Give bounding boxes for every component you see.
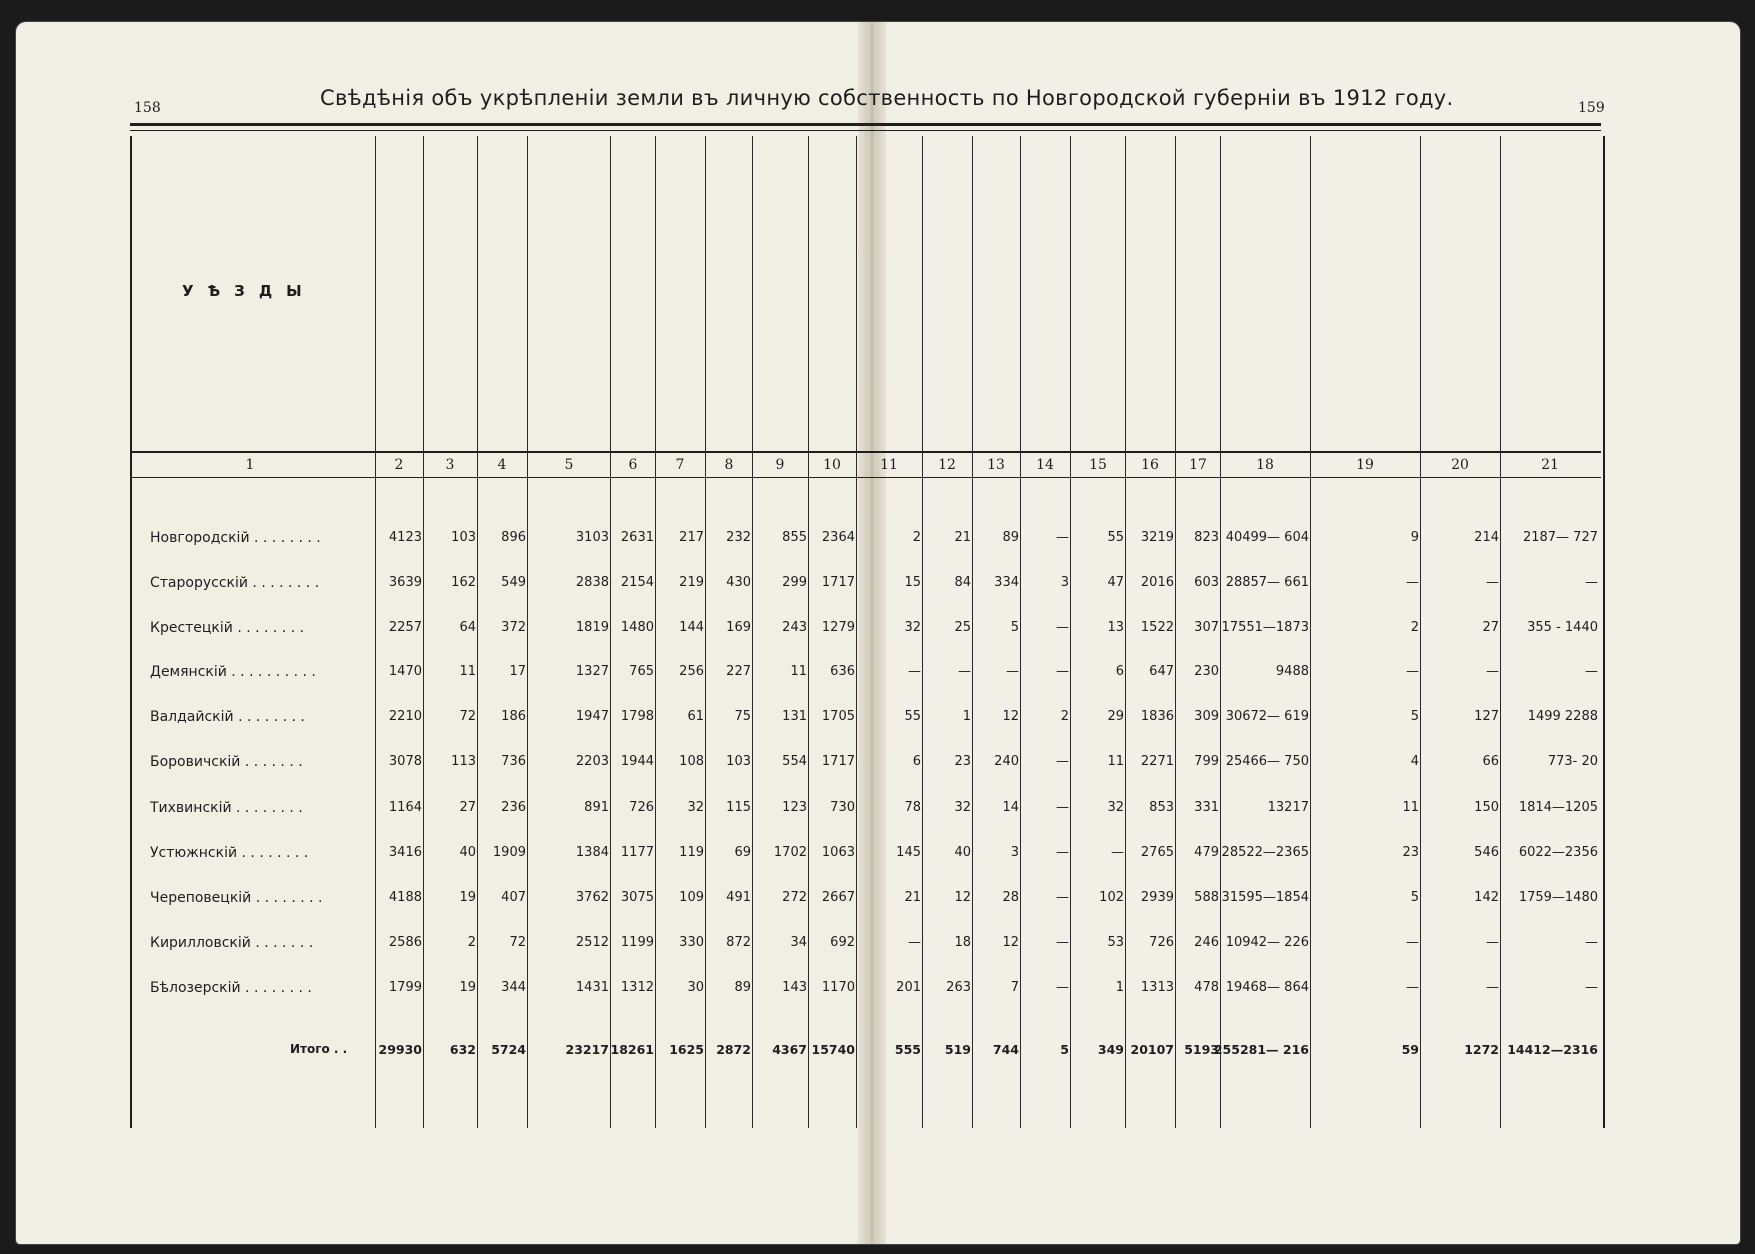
table-cell: 28 bbox=[1002, 890, 1019, 905]
table-cell: — bbox=[1585, 980, 1598, 995]
table-cell: 1177 bbox=[620, 845, 654, 860]
table-cell: 89 bbox=[1002, 530, 1019, 545]
table-cell: 3078 bbox=[388, 754, 422, 769]
table-cell: 89 bbox=[734, 980, 751, 995]
table-cell: — bbox=[1406, 664, 1419, 679]
table-cell: 255281— 216 bbox=[1213, 1042, 1309, 1057]
table-cell: — bbox=[1056, 935, 1069, 950]
table-cell: — bbox=[1585, 575, 1598, 590]
table-cell: 214 bbox=[1474, 530, 1499, 545]
table-cell: 11 bbox=[459, 664, 476, 679]
table-cell: 1947 bbox=[575, 709, 609, 724]
column-number: 2 bbox=[394, 457, 404, 473]
table-cell: — bbox=[958, 664, 971, 679]
table-cell: 1279 bbox=[821, 620, 855, 635]
table-cell: 1 bbox=[962, 709, 971, 724]
table-cell: 1431 bbox=[575, 980, 609, 995]
table-cell: 549 bbox=[501, 575, 526, 590]
table-cell: 103 bbox=[726, 754, 751, 769]
table-cell: 12 bbox=[1002, 935, 1019, 950]
table-cell: 5 bbox=[1410, 709, 1419, 724]
table-cell: — bbox=[1056, 754, 1069, 769]
table-cell: — bbox=[1585, 664, 1598, 679]
table-cell: 5 bbox=[1410, 890, 1419, 905]
table-cell: 2271 bbox=[1140, 754, 1174, 769]
table-cell: 143 bbox=[782, 980, 807, 995]
table-cell: 9488 bbox=[1275, 664, 1309, 679]
district-name: Старорусскій . . . . . . . . bbox=[150, 575, 320, 591]
table-cell: 647 bbox=[1149, 664, 1174, 679]
table-cell: 5193 bbox=[1184, 1042, 1219, 1057]
table-cell: — bbox=[1056, 800, 1069, 815]
table-cell: 6022—2356 bbox=[1518, 845, 1598, 860]
district-name: Крестецкій . . . . . . . . bbox=[150, 620, 305, 636]
table-cell: 123 bbox=[782, 800, 807, 815]
table-cell: 18 bbox=[954, 935, 971, 950]
table-cell: 355 - 1440 bbox=[1527, 620, 1598, 635]
table-cell: 3639 bbox=[388, 575, 422, 590]
table-cell: 64 bbox=[459, 620, 476, 635]
table-cell: 2512 bbox=[575, 935, 609, 950]
table-cell: 744 bbox=[992, 1042, 1019, 1057]
table-cell: 217 bbox=[679, 530, 704, 545]
column-number: 20 bbox=[1451, 457, 1469, 473]
table-cell: 2203 bbox=[575, 754, 609, 769]
table-cell: — bbox=[1056, 530, 1069, 545]
table-cell: 14412—2316 bbox=[1507, 1042, 1598, 1057]
table-cell: 113 bbox=[451, 754, 476, 769]
table-cell: 1717 bbox=[821, 575, 855, 590]
column-number: 12 bbox=[938, 457, 956, 473]
table-cell: 32 bbox=[904, 620, 921, 635]
table-cell: 27 bbox=[1482, 620, 1499, 635]
column-number: 3 bbox=[445, 457, 455, 473]
table-cell: 31595—1854 bbox=[1221, 890, 1309, 905]
table-row bbox=[0, 754, 1755, 778]
table-cell: 2939 bbox=[1140, 890, 1174, 905]
table-cell: 1909 bbox=[492, 845, 526, 860]
table-cell: 334 bbox=[994, 575, 1019, 590]
table-cell: 131 bbox=[782, 709, 807, 724]
district-name: Демянскій . . . . . . . . . . bbox=[150, 664, 316, 680]
table-cell: 15740 bbox=[811, 1042, 855, 1057]
table-cell: 102 bbox=[1099, 890, 1124, 905]
table-cell: 103 bbox=[451, 530, 476, 545]
table-cell: 730 bbox=[830, 800, 855, 815]
table-cell: 109 bbox=[679, 890, 704, 905]
page-title: Свѣдѣнія объ укрѣпленіи земли въ личную собственность по Новгородской губерніи въ 1912 году. bbox=[320, 86, 1454, 110]
table-cell: 162 bbox=[451, 575, 476, 590]
table-cell: 692 bbox=[830, 935, 855, 950]
table-cell: 11 bbox=[790, 664, 807, 679]
table-cell: 1063 bbox=[821, 845, 855, 860]
table-cell: — bbox=[908, 664, 921, 679]
column-number: 14 bbox=[1036, 457, 1054, 473]
table-cell: 1272 bbox=[1464, 1042, 1499, 1057]
table-cell: 142 bbox=[1474, 890, 1499, 905]
table-cell: 32 bbox=[687, 800, 704, 815]
table-cell: 4188 bbox=[388, 890, 422, 905]
table-cell: 53 bbox=[1107, 935, 1124, 950]
table-cell: 5 bbox=[1060, 1042, 1069, 1057]
table-cell: — bbox=[1111, 845, 1124, 860]
table-cell: 1625 bbox=[669, 1042, 704, 1057]
column-number: 17 bbox=[1189, 457, 1207, 473]
table-cell: 2364 bbox=[821, 530, 855, 545]
table-cell: 40499— 604 bbox=[1225, 530, 1309, 545]
table-cell: 1313 bbox=[1140, 980, 1174, 995]
table-cell: — bbox=[1056, 620, 1069, 635]
table-cell: 47 bbox=[1107, 575, 1124, 590]
table-cell: 2631 bbox=[620, 530, 654, 545]
district-name: Череповецкій . . . . . . . . bbox=[150, 890, 323, 906]
column-number: 1 bbox=[245, 457, 255, 473]
table-row bbox=[0, 709, 1755, 733]
table-cell: 115 bbox=[726, 800, 751, 815]
table-cell: 1799 bbox=[388, 980, 422, 995]
table-cell: 40 bbox=[459, 845, 476, 860]
table-cell: 186 bbox=[501, 709, 526, 724]
table-cell: 5724 bbox=[491, 1042, 526, 1057]
table-cell: 3 bbox=[1010, 845, 1019, 860]
table-cell: 25466— 750 bbox=[1225, 754, 1309, 769]
table-cell: 330 bbox=[679, 935, 704, 950]
table-cell: 21 bbox=[954, 530, 971, 545]
table-cell: 243 bbox=[782, 620, 807, 635]
column-number: 21 bbox=[1541, 457, 1559, 473]
table-cell: 331 bbox=[1194, 800, 1219, 815]
table-cell: 765 bbox=[629, 664, 654, 679]
table-cell: 2 bbox=[912, 530, 921, 545]
table-cell: 12 bbox=[1002, 709, 1019, 724]
table-row bbox=[0, 620, 1755, 644]
table-cell: 40 bbox=[954, 845, 971, 860]
table-cell: 491 bbox=[726, 890, 751, 905]
table-cell: 307 bbox=[1194, 620, 1219, 635]
table-cell: — bbox=[1486, 980, 1499, 995]
table-cell: 25 bbox=[954, 620, 971, 635]
table-cell: 34 bbox=[790, 935, 807, 950]
table-cell: 19 bbox=[459, 980, 476, 995]
table-cell: 344 bbox=[501, 980, 526, 995]
table-cell: 14 bbox=[1002, 800, 1019, 815]
title-rule bbox=[130, 123, 1601, 126]
table-cell: 1384 bbox=[575, 845, 609, 860]
table-cell: — bbox=[1585, 935, 1598, 950]
table-cell: 1312 bbox=[620, 980, 654, 995]
table-cell: 23 bbox=[1402, 845, 1419, 860]
title-rule-thin bbox=[130, 130, 1601, 131]
table-cell: 13217 bbox=[1267, 800, 1309, 815]
table-cell: 478 bbox=[1194, 980, 1219, 995]
table-cell: 855 bbox=[782, 530, 807, 545]
table-row bbox=[0, 980, 1755, 1004]
column-number: 18 bbox=[1256, 457, 1274, 473]
table-cell: 1499 2288 bbox=[1527, 709, 1598, 724]
table-cell: 2210 bbox=[388, 709, 422, 724]
table-cell: 232 bbox=[726, 530, 751, 545]
table-cell: 61 bbox=[687, 709, 704, 724]
column-number: 4 bbox=[497, 457, 507, 473]
table-cell: 4367 bbox=[772, 1042, 807, 1057]
table-cell: 2667 bbox=[821, 890, 855, 905]
table-cell: 1819 bbox=[575, 620, 609, 635]
table-row bbox=[0, 800, 1755, 824]
table-cell: 29 bbox=[1107, 709, 1124, 724]
table-cell: 3075 bbox=[620, 890, 654, 905]
district-name: Бѣлозерскій . . . . . . . . bbox=[150, 980, 312, 996]
column-number: 10 bbox=[823, 457, 841, 473]
table-row bbox=[0, 890, 1755, 914]
table-cell: 2872 bbox=[716, 1042, 751, 1057]
table-cell: 2257 bbox=[388, 620, 422, 635]
column-number: 19 bbox=[1356, 457, 1374, 473]
table-cell: 28857— 661 bbox=[1225, 575, 1309, 590]
table-cell: 2 bbox=[1410, 620, 1419, 635]
table-cell: 5 bbox=[1010, 620, 1019, 635]
table-cell: 30672— 619 bbox=[1225, 709, 1309, 724]
table-cell: 17551—1873 bbox=[1221, 620, 1309, 635]
table-cell: 1798 bbox=[620, 709, 654, 724]
table-row bbox=[0, 575, 1755, 599]
table-cell: 1522 bbox=[1140, 620, 1174, 635]
table-cell: 9 bbox=[1410, 530, 1419, 545]
table-cell: 59 bbox=[1401, 1042, 1419, 1057]
table-cell: 736 bbox=[501, 754, 526, 769]
table-cell: 519 bbox=[944, 1042, 971, 1057]
districts-header: УѢЗДЫ bbox=[182, 282, 316, 300]
table-cell: 23217 bbox=[565, 1042, 609, 1057]
table-cell: 119 bbox=[679, 845, 704, 860]
table-cell: 69 bbox=[734, 845, 751, 860]
table-row bbox=[0, 935, 1755, 959]
table-cell: 372 bbox=[501, 620, 526, 635]
column-number: 13 bbox=[987, 457, 1005, 473]
table-cell: 219 bbox=[679, 575, 704, 590]
table-cell: 10942— 226 bbox=[1225, 935, 1309, 950]
column-number: 6 bbox=[628, 457, 638, 473]
table-cell: 227 bbox=[726, 664, 751, 679]
table-cell: 7 bbox=[1010, 980, 1019, 995]
district-name: Тихвинскій . . . . . . . . bbox=[150, 800, 303, 816]
table-cell: 3103 bbox=[575, 530, 609, 545]
table-cell: — bbox=[1406, 980, 1419, 995]
table-cell: 3 bbox=[1060, 575, 1069, 590]
district-name: Кирилловскій . . . . . . . bbox=[150, 935, 314, 951]
table-cell: 2 bbox=[467, 935, 476, 950]
table-cell: 19468— 864 bbox=[1225, 980, 1309, 995]
table-cell: 603 bbox=[1194, 575, 1219, 590]
table-cell: 11 bbox=[1107, 754, 1124, 769]
table-cell: 2187— 727 bbox=[1522, 530, 1598, 545]
table-cell: 108 bbox=[679, 754, 704, 769]
table-cell: 6 bbox=[1115, 664, 1124, 679]
table-cell: 309 bbox=[1194, 709, 1219, 724]
table-cell: 28522—2365 bbox=[1221, 845, 1309, 860]
table-cell: — bbox=[1486, 664, 1499, 679]
table-cell: 1944 bbox=[620, 754, 654, 769]
table-cell: 263 bbox=[946, 980, 971, 995]
right-page-number: 159 bbox=[1578, 100, 1605, 116]
table-row bbox=[0, 845, 1755, 869]
column-number: 5 bbox=[564, 457, 574, 473]
table-cell: 21 bbox=[904, 890, 921, 905]
table-cell: 32 bbox=[1107, 800, 1124, 815]
table-cell: 2586 bbox=[388, 935, 422, 950]
table-cell: 1717 bbox=[821, 754, 855, 769]
table-cell: 72 bbox=[459, 709, 476, 724]
table-cell: 78 bbox=[904, 800, 921, 815]
table-cell: 349 bbox=[1097, 1042, 1124, 1057]
table-cell: 2154 bbox=[620, 575, 654, 590]
table-cell: 144 bbox=[679, 620, 704, 635]
table-cell: 84 bbox=[954, 575, 971, 590]
table-cell: 554 bbox=[782, 754, 807, 769]
table-cell: 19 bbox=[459, 890, 476, 905]
column-number: 16 bbox=[1141, 457, 1159, 473]
table-cell: 799 bbox=[1194, 754, 1219, 769]
table-cell: 17 bbox=[509, 664, 526, 679]
table-cell: 891 bbox=[584, 800, 609, 815]
table-cell: — bbox=[1406, 575, 1419, 590]
table-cell: 201 bbox=[896, 980, 921, 995]
column-number: 9 bbox=[775, 457, 785, 473]
table-cell: 236 bbox=[501, 800, 526, 815]
table-cell: 272 bbox=[782, 890, 807, 905]
table-cell: 2765 bbox=[1140, 845, 1174, 860]
table-cell: 632 bbox=[449, 1042, 476, 1057]
table-cell: 23 bbox=[954, 754, 971, 769]
table-cell: 555 bbox=[894, 1042, 921, 1057]
table-cell: 896 bbox=[501, 530, 526, 545]
table-row bbox=[0, 664, 1755, 688]
table-cell: 32 bbox=[954, 800, 971, 815]
table-cell: 2016 bbox=[1140, 575, 1174, 590]
table-cell: 823 bbox=[1194, 530, 1219, 545]
table-cell: 20107 bbox=[1130, 1042, 1174, 1057]
table-cell: 773- 20 bbox=[1547, 754, 1598, 769]
table-cell: — bbox=[1486, 575, 1499, 590]
table-cell: 299 bbox=[782, 575, 807, 590]
table-cell: 1480 bbox=[620, 620, 654, 635]
table-cell: 169 bbox=[726, 620, 751, 635]
table-cell: — bbox=[1406, 935, 1419, 950]
table-cell: — bbox=[1056, 890, 1069, 905]
district-name: Устюжнскій . . . . . . . . bbox=[150, 845, 309, 861]
table-cell: 12 bbox=[954, 890, 971, 905]
table-cell: 479 bbox=[1194, 845, 1219, 860]
table-cell: 430 bbox=[726, 575, 751, 590]
table-cell: 1327 bbox=[575, 664, 609, 679]
table-cell: 1705 bbox=[821, 709, 855, 724]
table-cell: 1702 bbox=[773, 845, 807, 860]
table-cell: 256 bbox=[679, 664, 704, 679]
table-cell: — bbox=[1486, 935, 1499, 950]
left-page-number: 158 bbox=[134, 100, 161, 116]
district-name: Боровичскій . . . . . . . bbox=[150, 754, 303, 770]
table-cell: 240 bbox=[994, 754, 1019, 769]
table-cell: 1814—1205 bbox=[1518, 800, 1598, 815]
column-number: 7 bbox=[675, 457, 685, 473]
total-row bbox=[0, 1042, 1755, 1066]
table-cell: 1199 bbox=[620, 935, 654, 950]
table-cell: 55 bbox=[1107, 530, 1124, 545]
table-cell: 1170 bbox=[821, 980, 855, 995]
table-cell: 2838 bbox=[575, 575, 609, 590]
table-cell: 4123 bbox=[388, 530, 422, 545]
table-cell: 55 bbox=[904, 709, 921, 724]
table-cell: 1164 bbox=[388, 800, 422, 815]
table-cell: 29930 bbox=[378, 1042, 422, 1057]
table-cell: 407 bbox=[501, 890, 526, 905]
table-cell: 3416 bbox=[388, 845, 422, 860]
column-number-rule bbox=[130, 477, 1601, 478]
table-cell: 18261 bbox=[610, 1042, 654, 1057]
table-cell: 726 bbox=[629, 800, 654, 815]
table-cell: 15 bbox=[904, 575, 921, 590]
table-cell: 3762 bbox=[575, 890, 609, 905]
table-cell: — bbox=[908, 935, 921, 950]
table-cell: 230 bbox=[1194, 664, 1219, 679]
header-bottom-rule bbox=[130, 451, 1601, 453]
table-cell: 2 bbox=[1060, 709, 1069, 724]
table-cell: 726 bbox=[1149, 935, 1174, 950]
table-cell: 246 bbox=[1194, 935, 1219, 950]
table-cell: 853 bbox=[1149, 800, 1174, 815]
district-name: Итого . . bbox=[290, 1042, 348, 1056]
district-name: Новгородскій . . . . . . . . bbox=[150, 530, 321, 546]
table-row bbox=[0, 530, 1755, 554]
table-cell: 1836 bbox=[1140, 709, 1174, 724]
table-cell: 150 bbox=[1474, 800, 1499, 815]
table-cell: 11 bbox=[1402, 800, 1419, 815]
table-cell: — bbox=[1056, 845, 1069, 860]
table-cell: 6 bbox=[912, 754, 921, 769]
table-cell: 4 bbox=[1410, 754, 1419, 769]
table-cell: 27 bbox=[459, 800, 476, 815]
table-cell: 1 bbox=[1115, 980, 1124, 995]
table-cell: — bbox=[1006, 664, 1019, 679]
table-cell: 13 bbox=[1107, 620, 1124, 635]
table-cell: 30 bbox=[687, 980, 704, 995]
table-cell: 1759—1480 bbox=[1518, 890, 1598, 905]
table-cell: 1470 bbox=[388, 664, 422, 679]
column-number: 11 bbox=[880, 457, 898, 473]
table-cell: 3219 bbox=[1140, 530, 1174, 545]
table-cell: 636 bbox=[830, 664, 855, 679]
table-cell: 546 bbox=[1474, 845, 1499, 860]
table-cell: 72 bbox=[509, 935, 526, 950]
district-name: Валдайскій . . . . . . . . bbox=[150, 709, 305, 725]
table-cell: 145 bbox=[896, 845, 921, 860]
table-cell: 872 bbox=[726, 935, 751, 950]
table-cell: — bbox=[1056, 980, 1069, 995]
table-cell: — bbox=[1056, 664, 1069, 679]
column-number: 8 bbox=[724, 457, 734, 473]
table-cell: 75 bbox=[734, 709, 751, 724]
table-cell: 66 bbox=[1482, 754, 1499, 769]
column-number: 15 bbox=[1089, 457, 1107, 473]
table-cell: 127 bbox=[1474, 709, 1499, 724]
table-cell: 588 bbox=[1194, 890, 1219, 905]
